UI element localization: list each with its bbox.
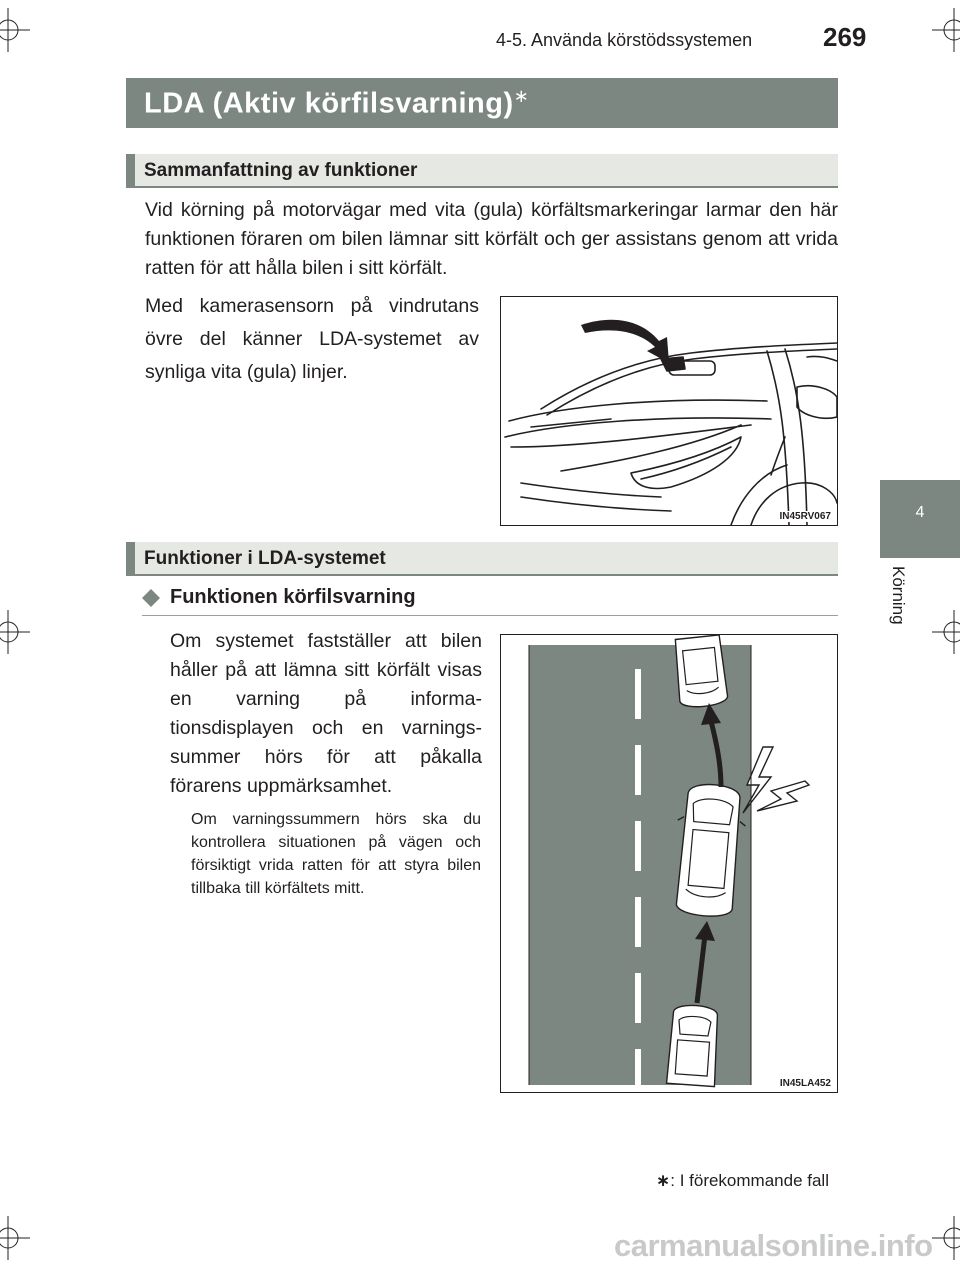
figure-code-rv067: IN45RV067 — [779, 511, 831, 522]
page-number: 269 — [823, 22, 867, 52]
watermark-text: carmanualsonline.info — [614, 1228, 933, 1263]
chapter-number: 4 — [915, 504, 925, 521]
chapter-label: Körning — [889, 566, 908, 625]
page-title — [144, 86, 529, 121]
section-heading-lda-functions-text: Funktioner i LDA-systemet — [144, 548, 386, 569]
camera-paragraph: Med kamerasensorn på vindrutans övre del känner LDA-systemet av synliga vita (gula) linjer. — [145, 295, 479, 383]
road-illustration — [501, 635, 837, 1092]
subheading-lane-departure-warning — [142, 584, 838, 616]
title-asterisk: ∗ — [513, 86, 530, 106]
intro-paragraph: Vid körning på motorvägar med vita (gula) körfältsmarkeringar larmar den här funktionen föraren om bilen lämnar sitt körfält och ger assistans genom att vrida ratten för att hålla bilen i sitt körfält. — [145, 199, 838, 279]
figure-code-la452: IN45LA452 — [779, 1078, 831, 1089]
chapter-tab — [880, 480, 960, 558]
crop-mark-middle-right — [932, 610, 960, 654]
page-title-text: LDA (Aktiv körfilsvarning) — [144, 87, 514, 120]
car-bottom — [667, 1004, 720, 1087]
windshield-camera-figure — [500, 296, 838, 526]
crop-mark-middle-left — [0, 610, 30, 654]
running-header: 4-5. Använda körstödssystemen — [496, 30, 753, 50]
footnote — [656, 1171, 829, 1191]
diamond-bullet-icon — [142, 589, 160, 607]
lane-warning-paragraph: Om systemet fastställer att bilen håller på att lämna sitt körfält visas en varning på informationsdisplayen och en varningssummer hörs för att påkalla förarens uppmärksamhet. — [170, 630, 482, 797]
section-heading-summary-text: Sammanfattning av funktioner — [144, 160, 418, 181]
chapter-label-container — [878, 566, 918, 646]
lane-departure-figure — [500, 634, 838, 1093]
section-heading-summary — [126, 154, 838, 188]
car-front-illustration — [501, 297, 837, 525]
crop-mark-top-right — [932, 8, 960, 52]
buzzer-note: Om varningssummern hörs ska du kontrollera situationen på vägen och försiktigt vrida ratten för att styra bilen tillbaka till körfältets mitt. — [191, 811, 481, 897]
footnote-text: : I förekommande fall — [670, 1171, 829, 1190]
section-heading-lda-functions — [126, 542, 838, 576]
crop-mark-top-left — [0, 8, 30, 52]
footnote-asterisk: ∗ — [656, 1171, 671, 1190]
crop-mark-bottom-left — [0, 1216, 30, 1260]
car-top — [673, 635, 728, 709]
subheading-text: Funktionen körfilsvarning — [170, 586, 416, 608]
page-title-bar — [126, 78, 838, 128]
watermark — [612, 1228, 960, 1267]
